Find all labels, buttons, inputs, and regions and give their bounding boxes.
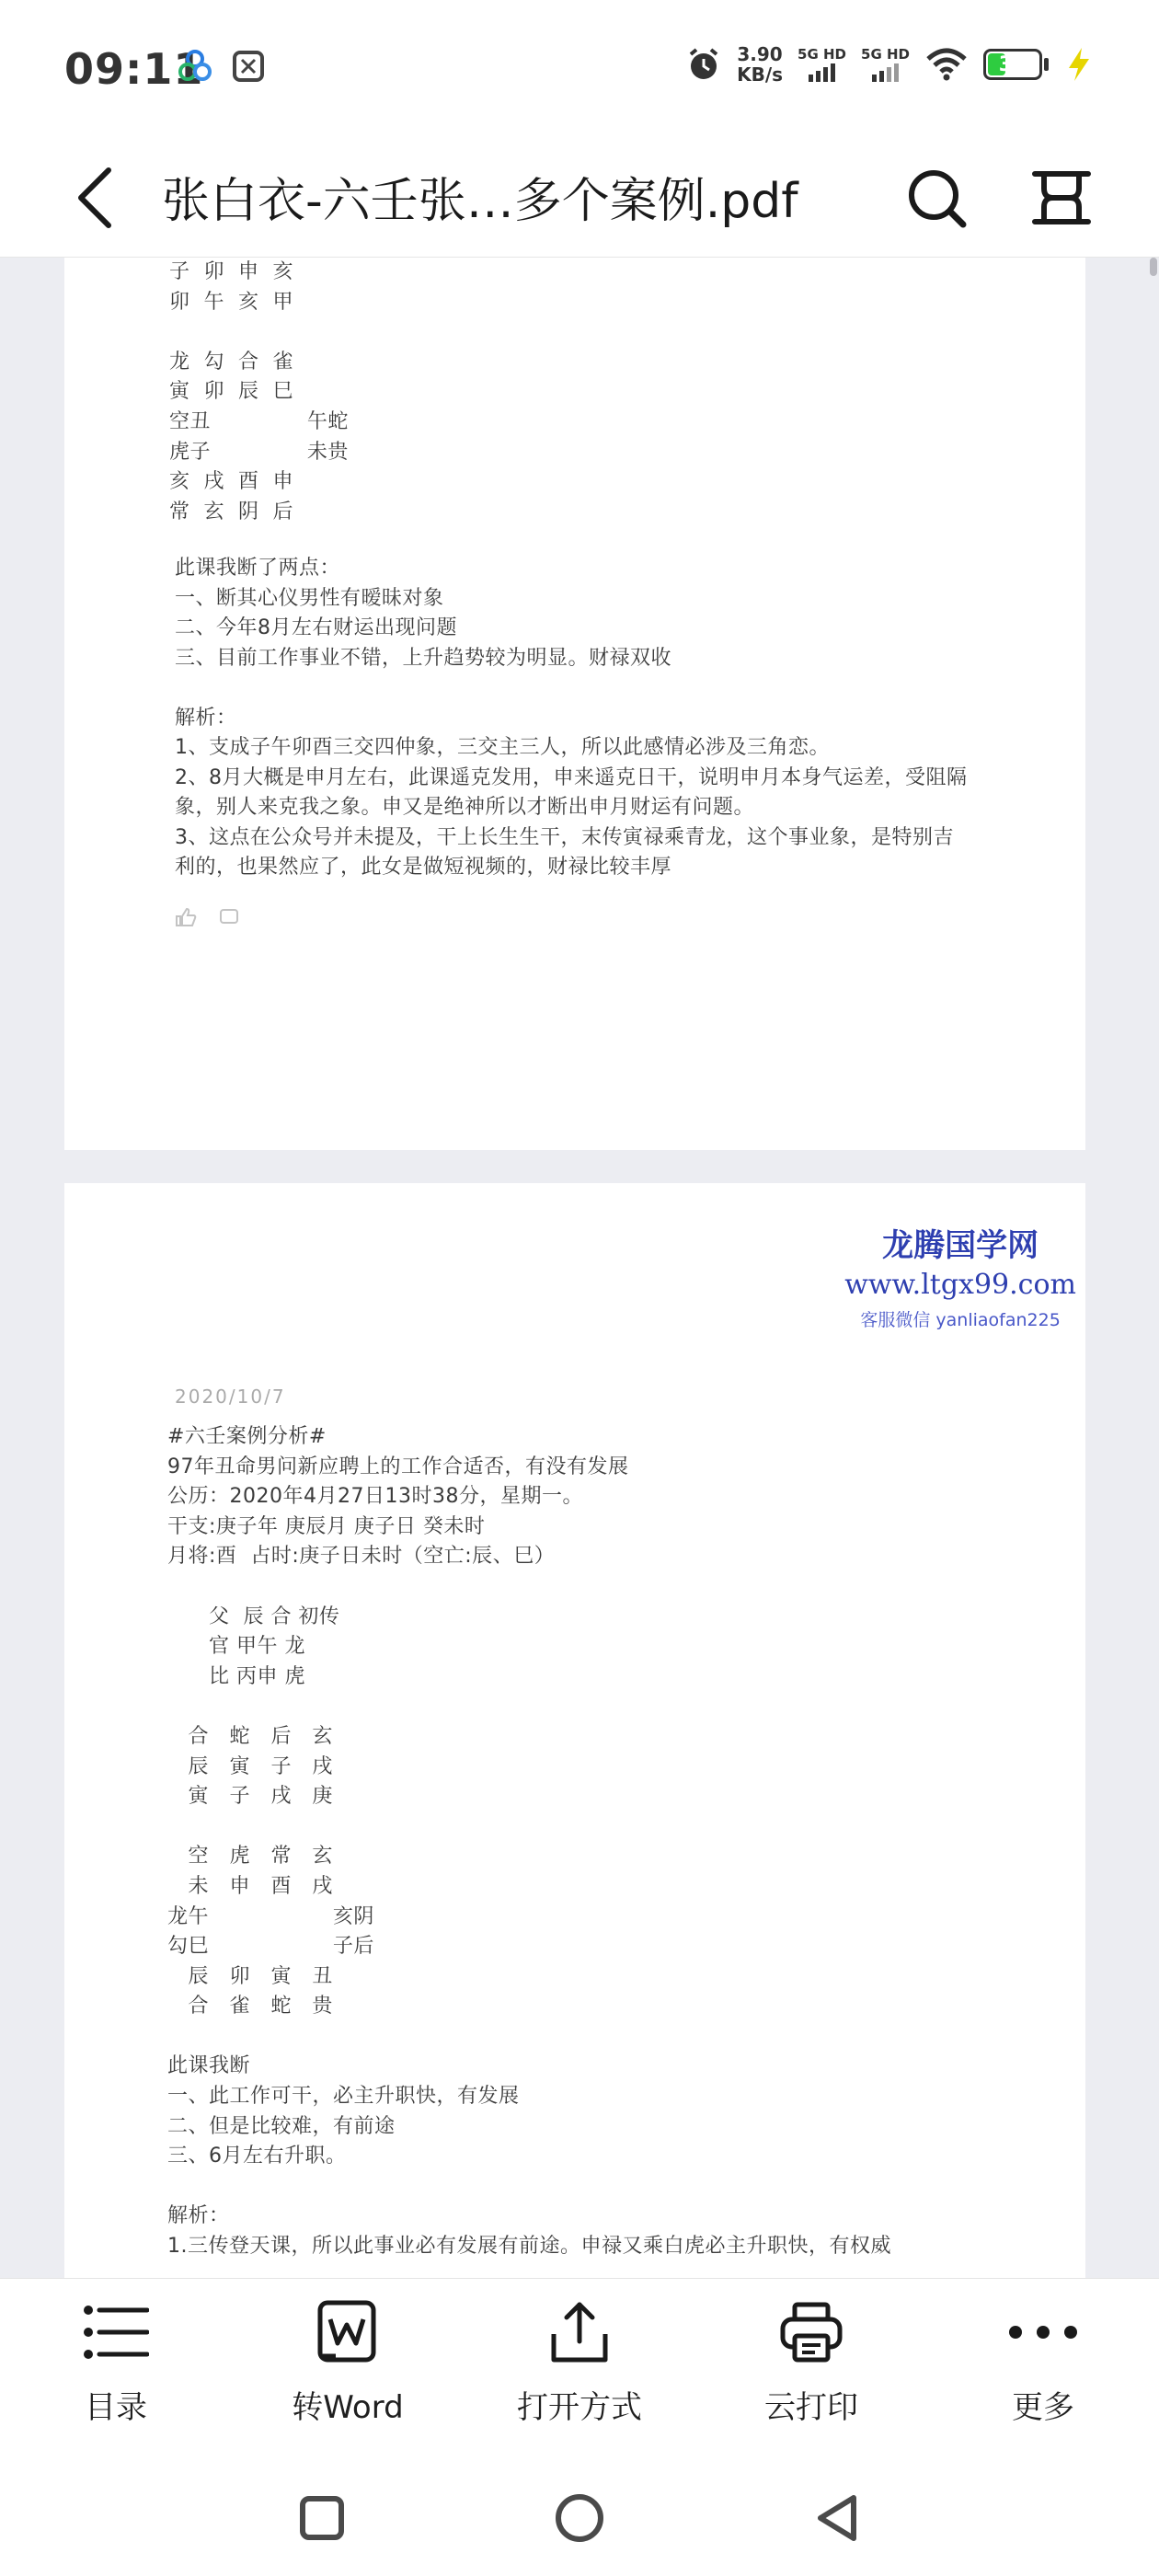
document-line: 象，别人来克我之象。申又是绝神所以才断出申月财运有问题。 [175, 796, 755, 819]
sim1-signal [798, 47, 846, 82]
status-time: 09:11 [64, 44, 204, 94]
document-line: 月将:酉 占时:庚子日未时（空亡:辰、巳） [167, 1545, 556, 1569]
watermark [844, 1220, 1076, 1331]
status-right [685, 44, 1095, 85]
scanned-reaction-icons [175, 907, 239, 927]
document-line: 二、今年8月左右财运出现问题 [175, 616, 457, 639]
watermark-name: 龙腾国学网 [882, 1227, 1039, 1264]
watermark-contact: 客服微信 yanliaofan225 [860, 1310, 1061, 1330]
page-text-block [175, 554, 968, 883]
cloud-print-button[interactable] [695, 2279, 927, 2453]
alarm-clock-icon [685, 46, 722, 83]
home-circle-icon [553, 2491, 606, 2545]
back-triangle-icon [813, 2492, 861, 2544]
document-line: 子 卯 申 亥 [169, 260, 293, 283]
document-line: 此课我断了两点： [175, 557, 341, 580]
net-speed [737, 44, 783, 85]
toolbar-label: 转Word [292, 2389, 404, 2426]
document-line: 一、此工作可干，必主升职快，有发展 [167, 2085, 520, 2109]
document-line [175, 673, 968, 704]
watermark-site: www.ltgx99.com [844, 1269, 1076, 1301]
back-chevron-icon [74, 166, 116, 230]
panel-toggle-button[interactable] [1025, 158, 1098, 237]
battery-level: 39 [998, 52, 1027, 76]
document-line: 寅 卯 辰 巳 [169, 380, 293, 404]
toolbar-label: 云打印 [764, 2389, 858, 2426]
convert-word-button[interactable] [232, 2279, 464, 2453]
comment-icon [219, 907, 239, 927]
recents-button[interactable] [290, 2486, 354, 2550]
document-line [167, 1692, 891, 1722]
document-line: 常 玄 阴 后 [169, 500, 293, 523]
more-panel-icon [1031, 168, 1092, 227]
document-line: 此课我断 [167, 2054, 251, 2078]
document-line: 二、但是比较难，有前途 [167, 2114, 396, 2138]
sim1-label: 5G HD [798, 46, 847, 63]
printer-icon [778, 2299, 844, 2365]
convert-word-icon [316, 2299, 380, 2365]
document-title: 张白衣-六壬张…多个案例.pdf [162, 174, 798, 229]
divination-chart [169, 258, 349, 527]
table-of-contents-icon [83, 2303, 149, 2362]
document-line: 卯 午 亥 甲 [169, 290, 293, 314]
document-line [167, 2172, 891, 2202]
document-line: 合 蛇 后 玄 [167, 1724, 333, 1748]
document-line: 辰 卯 寅 丑 [167, 1964, 333, 1988]
sim2-signal [861, 47, 910, 82]
document-line: 未 申 酉 戌 [167, 1874, 333, 1898]
wifi-icon [924, 46, 969, 83]
pdf-viewer[interactable] [0, 258, 1159, 2278]
cut-off-date: 2020/10/7 [175, 1386, 286, 1408]
net-speed-value: 3.90 [737, 43, 783, 65]
search-icon [904, 166, 969, 230]
app-flower-icon [177, 48, 213, 85]
document-line: 空 虎 常 玄 [167, 1845, 333, 1869]
bottom-toolbar [0, 2278, 1159, 2453]
document-line: 三、目前工作事业不错，上升趋势较为明显。财禄双收 [175, 646, 672, 670]
document-line: 虎子 未贵 [169, 440, 349, 464]
toolbar-label: 目录 [85, 2389, 147, 2426]
app-screenshot-icon [230, 48, 267, 85]
document-line: 利的，也果然应了，此女是做短视频的，财禄比较丰厚 [175, 856, 672, 879]
home-button[interactable] [547, 2486, 612, 2550]
pdf-page [64, 1183, 1085, 2278]
document-line: 1.三传登天课，所以此事业必有发展有前途。申禄又乘白虎必主升职快，有权威 [167, 2235, 891, 2259]
document-line [167, 1812, 891, 1843]
document-line: 3、这点在公众号并未提及，干上长生生干，末传寅禄乘青龙，这个事业象，是特别吉 [175, 825, 954, 849]
pdf-page [64, 258, 1085, 1150]
document-line [167, 2022, 891, 2053]
document-line: 官 甲午 龙 [167, 1635, 305, 1659]
document-line: 寅 子 戌 庚 [167, 1785, 333, 1809]
document-line: 亥 戌 酉 申 [169, 470, 293, 494]
open-with-button[interactable] [464, 2279, 695, 2453]
document-line: #六壬案例分析# [167, 1425, 327, 1448]
document-line: 龙午 亥阴 [167, 1904, 374, 1928]
document-line: 1、支成子午卯酉三交四仲象，三交主三人，所以此感情必涉及三角恋。 [175, 736, 830, 759]
system-back-button[interactable] [805, 2486, 869, 2550]
toolbar-label: 打开方式 [517, 2389, 642, 2426]
document-line: 公历：2020年4月27日13时38分，星期一。 [167, 1485, 583, 1509]
toolbar-label: 更多 [1012, 2389, 1074, 2426]
document-line: 辰 寅 子 戌 [167, 1754, 333, 1778]
signal-bars-icon [872, 62, 899, 82]
document-line: 勾巳 子后 [167, 1935, 374, 1959]
document-line [169, 317, 349, 348]
document-line: 龙 勾 合 雀 [169, 350, 293, 374]
document-line: 干支:庚子年 庚辰月 庚子日 癸未时 [167, 1514, 486, 1538]
document-line: 解析： [175, 706, 237, 730]
signal-bars-icon [809, 62, 835, 82]
toc-button[interactable] [0, 2279, 232, 2453]
system-navigation-bar [0, 2453, 1159, 2576]
status-app-icons [177, 48, 267, 85]
document-line: 空丑 午蛇 [169, 409, 349, 433]
search-button[interactable] [900, 158, 973, 237]
back-button[interactable] [63, 158, 127, 237]
viewer-scrollbar[interactable] [1150, 258, 1157, 276]
sim2-label: 5G HD [861, 46, 910, 63]
page-text-block [167, 1422, 891, 2262]
document-line: 一、断其心仪男性有暧昧对象 [175, 586, 444, 610]
more-dots-icon [1006, 2323, 1080, 2341]
top-nav-bar [0, 138, 1159, 258]
document-line: 解析： [167, 2204, 230, 2228]
document-line [167, 1572, 891, 1603]
status-bar [0, 0, 1159, 138]
more-button[interactable] [927, 2279, 1159, 2453]
battery-indicator [983, 49, 1049, 80]
document-line: 三、6月左右升职。 [167, 2145, 347, 2168]
like-icon [175, 907, 197, 927]
document-line: 合 雀 蛇 贵 [167, 1995, 333, 2018]
charging-bolt-icon [1063, 46, 1095, 83]
battery-icon [983, 49, 1042, 80]
document-line: 父 辰 合 初传 [167, 1604, 340, 1628]
net-speed-unit: KB/s [737, 63, 784, 86]
recents-square-icon [298, 2494, 346, 2542]
share-open-with-icon [546, 2299, 613, 2365]
document-line: 比 丙申 虎 [167, 1664, 305, 1688]
document-line: 97年丑命男问新应聘上的工作合适否，有没有发展 [167, 1455, 629, 1478]
document-line: 2、8月大概是申月左右，此课遥克发用，申来遥克日干，说明申月本身气运差，受阻隔 [175, 765, 968, 789]
